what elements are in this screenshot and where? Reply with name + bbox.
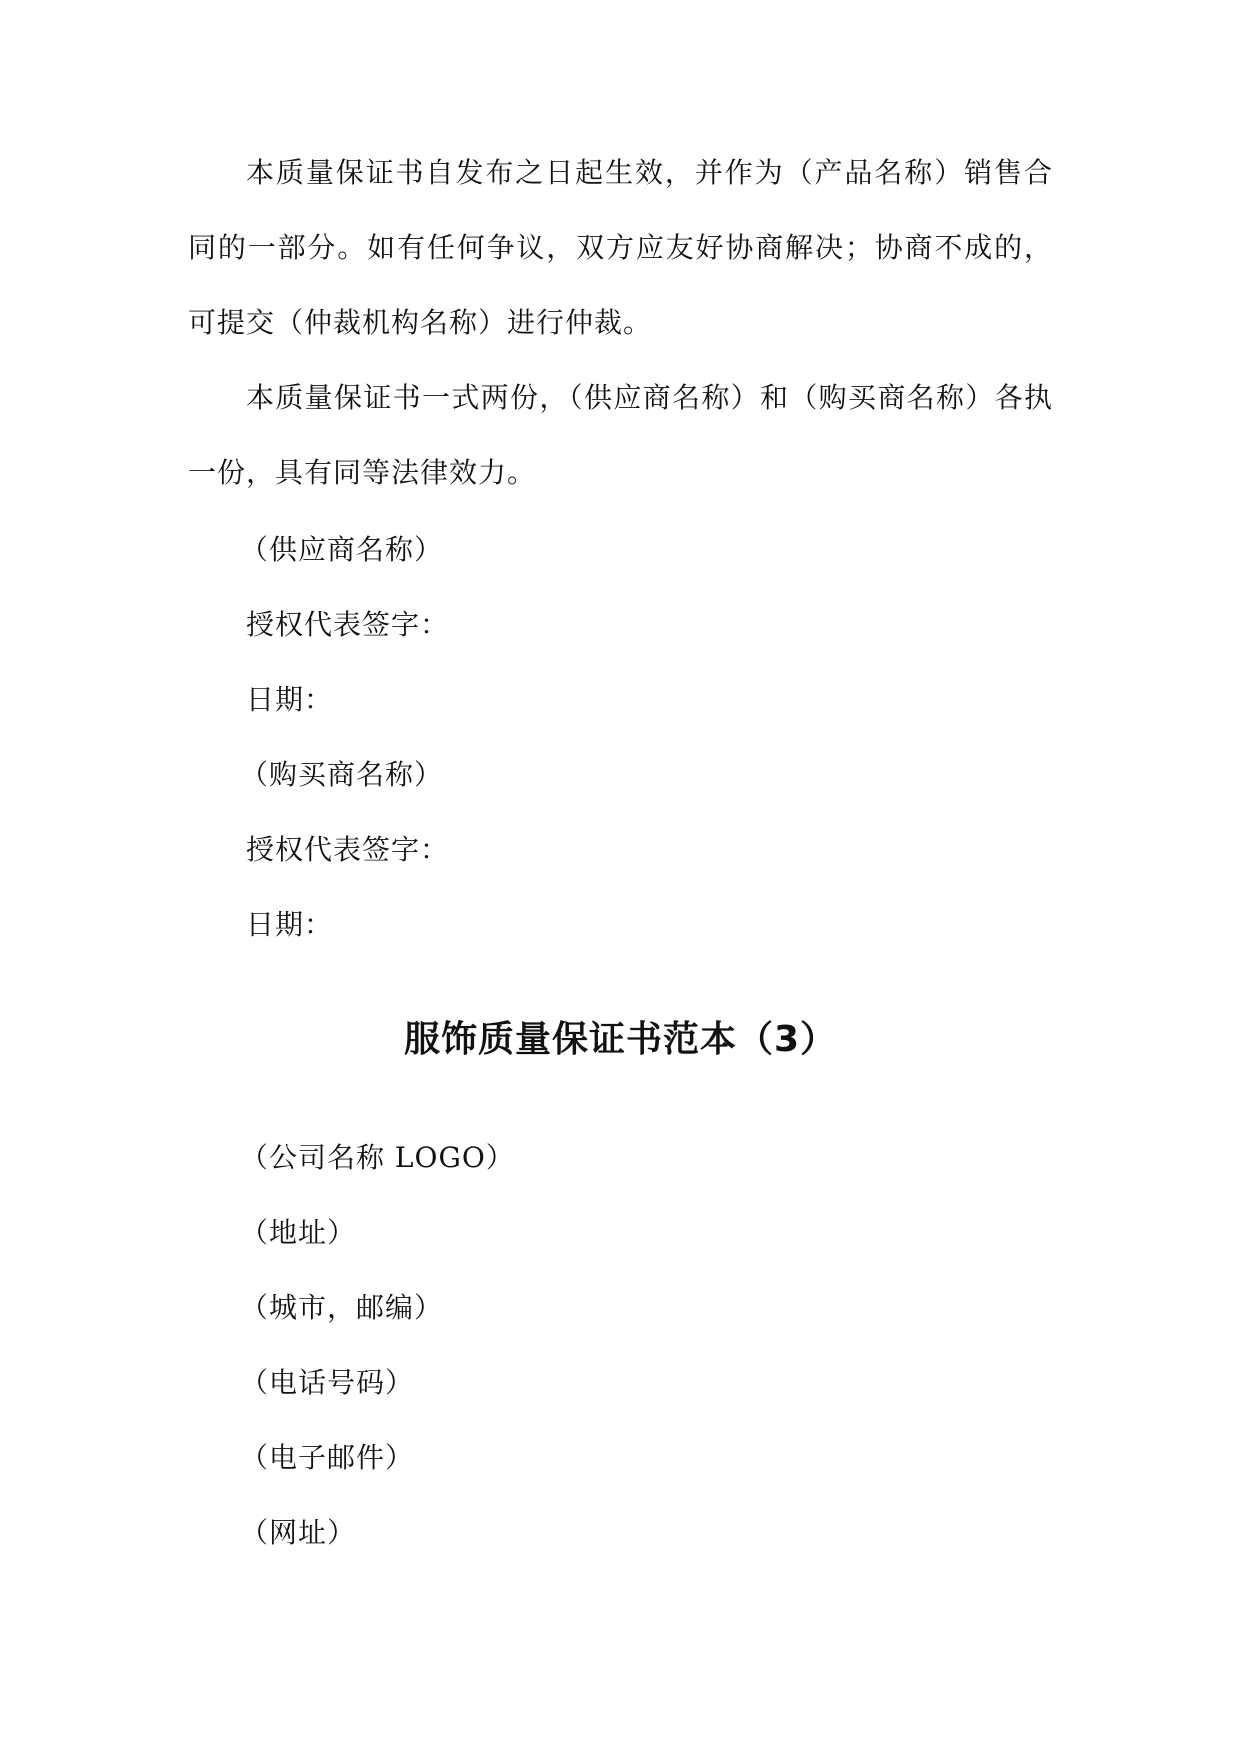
letterhead-company: （公司名称 LOGO） xyxy=(240,1141,515,1174)
section-title: 服饰质量保证书范本（3） xyxy=(403,1019,838,1060)
copies-clause-paragraph: 本质量保证书一式两份，（供应商名称）和（购买商名称）各执一份，具有同等法律效力。 xyxy=(188,381,1053,489)
letterhead-address: （地址） xyxy=(240,1216,357,1249)
letterhead-email: （电子邮件） xyxy=(240,1441,415,1474)
letterhead-website: （网址） xyxy=(240,1516,357,1549)
letterhead-phone: （电话号码） xyxy=(240,1366,415,1399)
effective-clause-paragraph: 本质量保证书自发布之日起生效，并作为（产品名称）销售合同的一部分。如有任何争议，双方应友好协商解决；协商不成的，可提交（仲裁机构名称）进行仲裁。 xyxy=(188,156,1053,339)
supplier-name: （供应商名称） xyxy=(240,533,444,566)
supplier-signature-label: 授权代表签字： xyxy=(246,608,450,641)
letterhead-city-zip: （城市，邮编） xyxy=(240,1291,444,1324)
supplier-date-label: 日期： xyxy=(246,683,334,716)
buyer-signature-label: 授权代表签字： xyxy=(246,833,450,866)
buyer-date-label: 日期： xyxy=(246,908,334,941)
buyer-name: （购买商名称） xyxy=(240,758,444,791)
